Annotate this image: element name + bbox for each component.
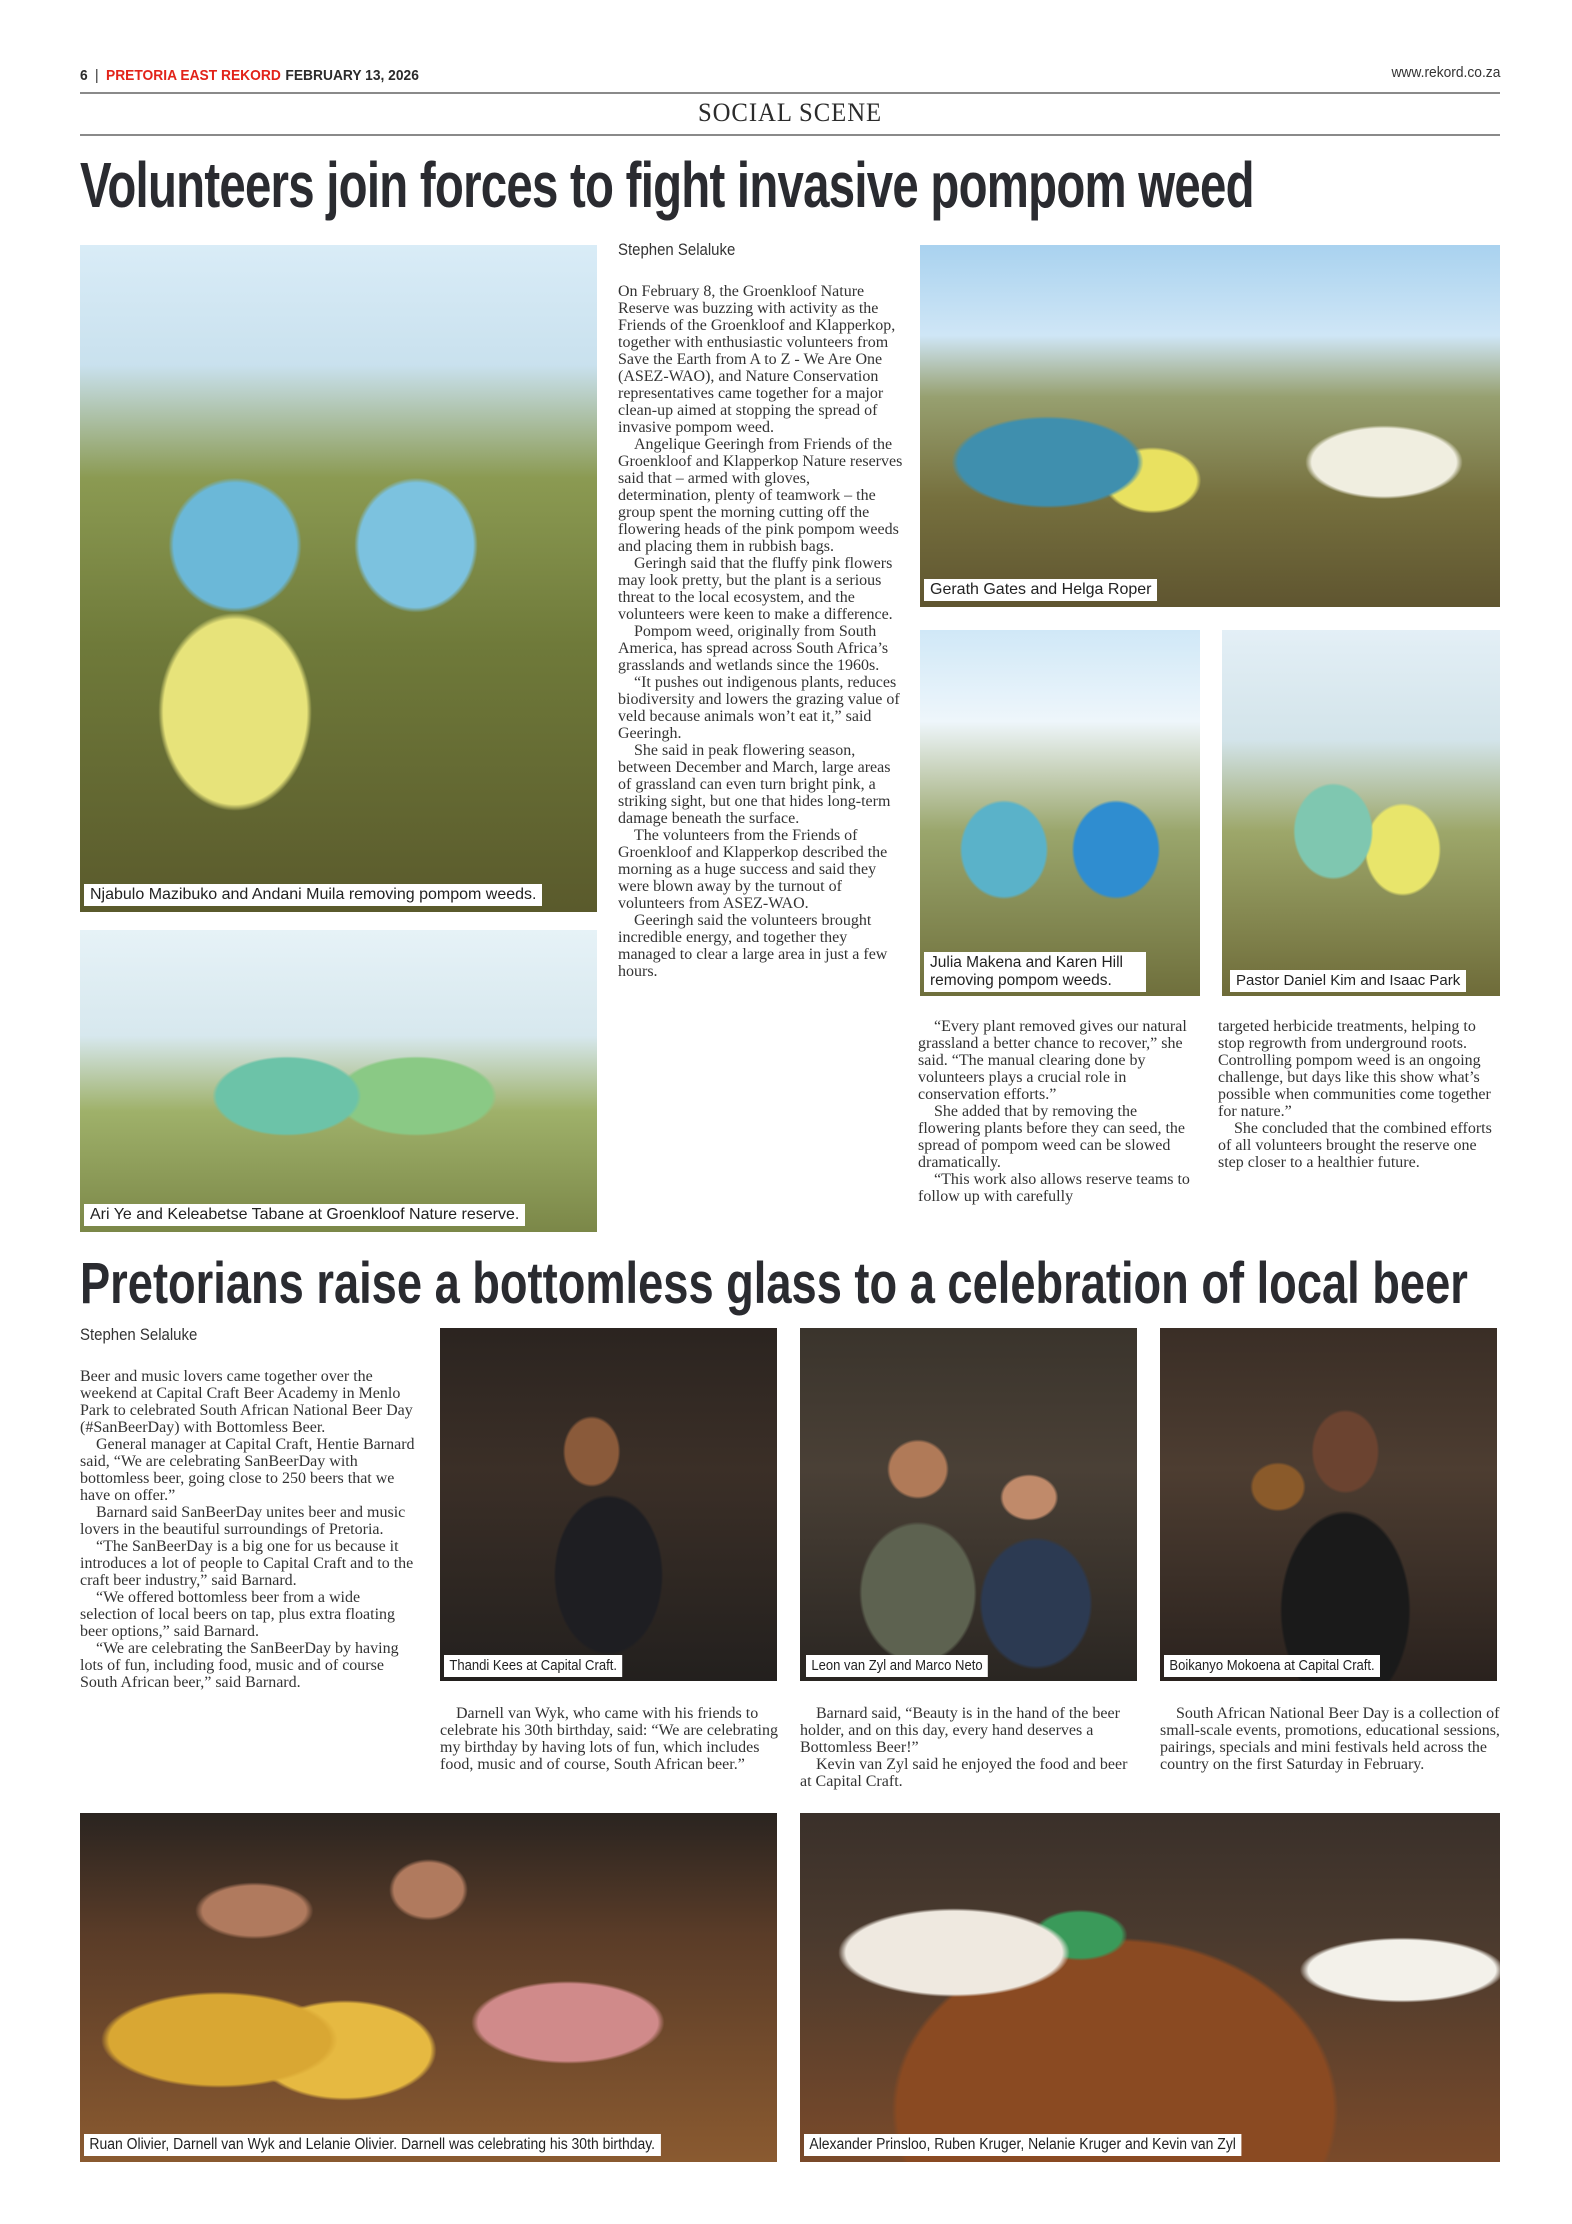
photo-thandi-kees (440, 1328, 777, 1681)
section-label: SOCIAL SCENE (697, 98, 883, 127)
divider (80, 134, 1500, 136)
photo-caption (924, 952, 1146, 992)
article2-column-1 (80, 1368, 420, 1691)
paragraph: “The SanBeerDay is a big one for us because it introduces a lot of people to Capital Craft and to the craft beer industry,” said Barnard. (80, 1538, 414, 1589)
photo-caption: Leon van Zyl and Marco Neto (806, 1655, 988, 1677)
paragraph: Barnard said SanBeerDay unites beer and music lovers in the beautiful surroundings of Pretoria. (80, 1504, 406, 1538)
photo-caption: Thandi Kees at Capital Craft. (444, 1655, 622, 1677)
paragraph: “We are celebrating the SanBeerDay by having lots of fun, including food, music and of course South African beer,” said Barnard. (80, 1640, 399, 1691)
photo-vanzyl-neto (800, 1328, 1137, 1681)
paragraph: “This work also allows reserve teams to follow up with carefully (918, 1171, 1190, 1205)
photo-makena-hill (920, 630, 1200, 996)
paragraph: Angelique Geeringh from Friends of the Groenkloof and Klapperkop Nature reserves said that – armed with gloves, determination, plenty of teamwork – the group spent the morning cutting off the flowering heads of the pink pompom weeds and placing them in rubbish bags. (618, 436, 903, 555)
paragraph: Geringh said that the fluffy pink flowers may look pretty, but the plant is a serious threat to the local ecosystem, and the volunteers were keen to make a difference. (618, 555, 893, 623)
photo-group-table (800, 1813, 1500, 2162)
paragraph: On February 8, the Groenkloof Nature Reserve was buzzing with activity as the Friends of the Groenkloof and Klapperkop, together with enthusiastic volunteers from Save the Earth from A to Z - We Are One (ASEZ-WAO), and Nature Conservation representatives came together for a major clean-up aimed at stopping the spread of invasive pompom weed. (618, 283, 896, 436)
caption-line: removing pompom weeds. (930, 972, 1112, 989)
paragraph: Barnard said, “Beauty is in the hand of the beer holder, and on this day, every hand deserves a Bottomless Beer!” (800, 1705, 1120, 1756)
paragraph: South African National Beer Day is a collection of small-scale events, promotions, educational sessions, pairings, specials and mini festivals held across the country on the first Saturday in February. (1160, 1705, 1500, 1773)
article1-column-3 (1218, 1018, 1503, 1171)
paragraph: She said in peak flowering season, between December and March, large areas of grassland can even turn bright pink, a striking sight, but one that hides long-term damage beneath the surface. (618, 742, 891, 827)
divider (80, 92, 1500, 94)
photo-caption: Njabulo Mazibuko and Andani Muila removing pompom weeds. (84, 884, 542, 906)
photo-caption: Ari Ye and Keleabetse Tabane at Groenkloof Nature reserve. (84, 1204, 525, 1226)
paragraph: Pompom weed, originally from South America, has spread across South Africa’s grasslands and wetlands since the 1960s. (618, 623, 889, 674)
photo-caption: Alexander Prinsloo, Ruben Kruger, Nelanie Kruger and Kevin van Zyl (804, 2134, 1241, 2156)
article2-column-3 (800, 1705, 1140, 1790)
photo-30th-birthday (80, 1813, 777, 2162)
paragraph: She added that by removing the flowering plants before they can seed, the spread of pompom weed can be slowed dramatically. (918, 1103, 1186, 1171)
paragraph: “Every plant removed gives our natural grassland a better chance to recover,” she said. “The manual clearing done by volunteers plays a crucial role in conservation efforts.” (918, 1018, 1187, 1103)
paragraph: The volunteers from the Friends of Groenkloof and Klapperkop described the morning as a huge success and said they were blown away by the turnout of volunteers from ASEZ-WAO. (618, 827, 888, 912)
paragraph: Beer and music lovers came together over the weekend at Capital Craft Beer Academy in Menlo Park to celebrated South African National Beer Day (#SanBeerDay) with Bottomless Beer. (80, 1368, 413, 1436)
photo-boikanyo-mokoena (1160, 1328, 1497, 1681)
issue-date: FEBRUARY 13, 2026 (285, 66, 419, 84)
article2-byline: Stephen Selaluke (80, 1325, 198, 1344)
masthead-separator: | (95, 66, 99, 84)
publication-name: PRETORIA EAST REKORD (105, 66, 281, 84)
photo-gates-roper (920, 245, 1500, 607)
paragraph: Darnell van Wyk, who came with his friends to celebrate his 30th birthday, said: “We are celebrating my birthday by having lots of fun, which includes food, music and of course, South African beer.” (440, 1705, 778, 1773)
paragraph: “We offered bottomless beer from a wide selection of local beers on tap, plus extra floating beer options,” said Barnard. (80, 1589, 396, 1640)
page-number: 6 (80, 66, 88, 84)
photo-volunteers-bags (80, 245, 597, 912)
paragraph: Kevin van Zyl said he enjoyed the food and beer at Capital Craft. (800, 1756, 1128, 1790)
article2-headline: Pretorians raise a bottomless glass to a celebration of local beer (80, 1251, 1468, 1316)
paragraph: She concluded that the combined efforts of all volunteers brought the reserve one step closer to a healthier future. (1218, 1120, 1492, 1171)
article1-byline: Stephen Selaluke (618, 240, 736, 259)
article1-column-2 (918, 1018, 1203, 1205)
website-url[interactable]: www.rekord.co.za (1391, 64, 1500, 81)
paragraph: Geeringh said the volunteers brought incredible energy, and together they managed to clear a large area in just a few hours. (618, 912, 888, 980)
photo-caption: Ruan Olivier, Darnell van Wyk and Lelanie Olivier. Darnell was celebrating his 30th birthday. (84, 2134, 660, 2156)
photo-caption: Gerath Gates and Helga Roper (924, 579, 1157, 601)
article1-column-1 (618, 283, 903, 980)
masthead (80, 62, 1386, 88)
photo-caption: Pastor Daniel Kim and Isaac Park (1230, 970, 1466, 992)
paragraph: “It pushes out indigenous plants, reduces biodiversity and lowers the grazing value of veld because animals won’t eat it,” said Geeringh. (618, 674, 900, 742)
paragraph: General manager at Capital Craft, Hentie Barnard said, “We are celebrating SanBeerDay with bottomless beer, going close to 250 beers that we have on offer.” (80, 1436, 415, 1504)
photo-kim-park (1222, 630, 1500, 996)
paragraph: targeted herbicide treatments, helping to stop regrowth from underground roots. Controlling pompom weed is an ongoing challenge, but days like this show what’s possible when communities come together for nature.” (1218, 1018, 1491, 1120)
article2-column-4 (1160, 1705, 1500, 1773)
caption-line: Julia Makena and Karen Hill (930, 954, 1123, 971)
photo-heart-hands (80, 930, 597, 1232)
article1-headline: Volunteers join forces to fight invasive pompom weed (80, 149, 1254, 221)
article2-column-2 (440, 1705, 780, 1773)
photo-caption: Boikanyo Mokoena at Capital Craft. (1164, 1655, 1380, 1677)
